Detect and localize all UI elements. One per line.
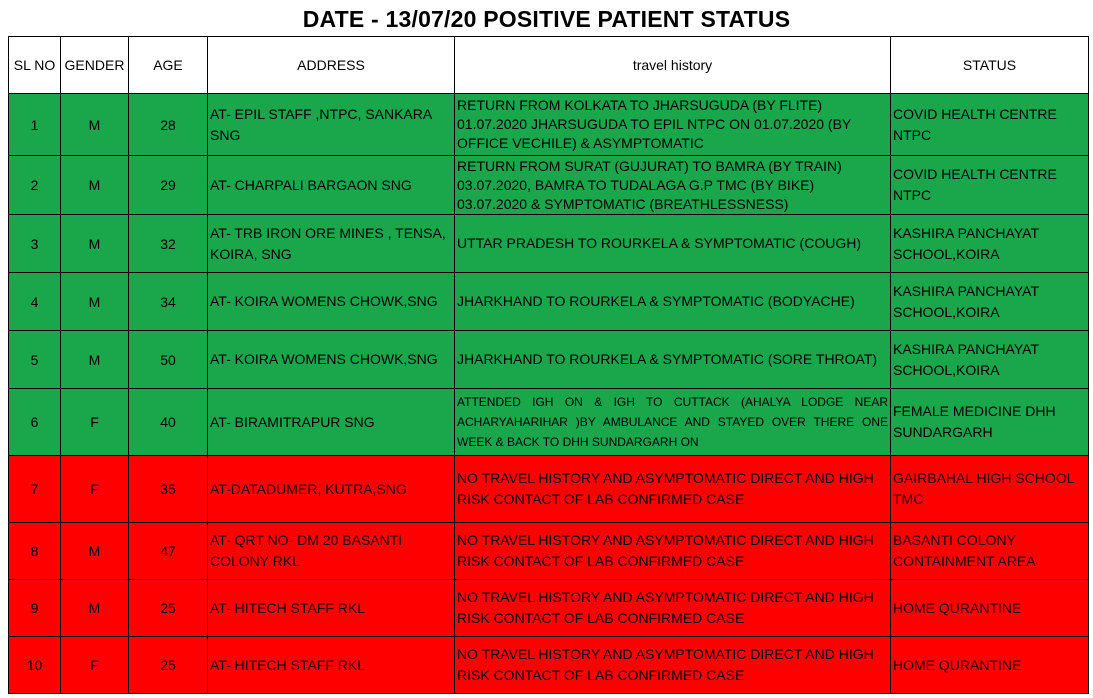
travel-history-cell: NO TRAVEL HISTORY AND ASYMPTOMATIC DIRECT AND HIGH RISK CONTACT OF LAB CONFIRMED CASE xyxy=(455,523,891,580)
age-cell: 29 xyxy=(129,156,208,215)
table-row xyxy=(9,215,1089,273)
table-row xyxy=(9,456,1089,523)
patient-status-table xyxy=(8,36,1089,694)
table-row xyxy=(9,273,1089,331)
gender-cell: M xyxy=(61,94,129,156)
table-row xyxy=(9,156,1089,215)
age-cell: 28 xyxy=(129,94,208,156)
address-cell: AT- QRT NO- DM 20 BASANTI COLONY RKL xyxy=(208,523,455,580)
travel-history-cell: JHARKHAND TO ROURKELA & SYMPTOMATIC (BODYACHE) xyxy=(455,273,891,331)
table-row xyxy=(9,331,1089,389)
col-header-gender: GENDER xyxy=(61,37,129,94)
age-cell: 34 xyxy=(129,273,208,331)
gender-cell: M xyxy=(61,156,129,215)
sl-no-cell: 8 xyxy=(9,523,61,580)
address-cell: AT- KOIRA WOMENS CHOWK,SNG xyxy=(208,273,455,331)
sl-no-cell: 4 xyxy=(9,273,61,331)
travel-history-cell: RETURN FROM KOLKATA TO JHARSUGUDA (BY FLITE) 01.07.2020 JHARSUGUDA TO EPIL NTPC ON 01.07.2020 (BY OFFICE VECHILE) & ASYMPTOMATIC xyxy=(455,94,891,156)
page-title: DATE - 13/07/20 POSITIVE PATIENT STATUS xyxy=(302,6,791,32)
age-cell: 35 xyxy=(129,456,208,523)
address-cell: AT-DATADUMER, KUTRA,SNG xyxy=(208,456,455,523)
sl-no-cell: 9 xyxy=(9,580,61,637)
travel-history-cell: JHARKHAND TO ROURKELA & SYMPTOMATIC (SORE THROAT) xyxy=(455,331,891,389)
status-cell: BASANTI COLONY CONTAINMENT AREA xyxy=(891,523,1089,580)
travel-history-cell: UTTAR PRADESH TO ROURKELA & SYMPTOMATIC (COUGH) xyxy=(455,215,891,273)
sl-no-cell: 5 xyxy=(9,331,61,389)
travel-history-cell: ATTENDED IGH ON & IGH TO CUTTACK (AHALYA LODGE NEAR ACHARYAHARIHAR )BY AMBULANCE AND STAYED OVER THERE ONE WEEK & BACK TO DHH SUNDARGARH ON xyxy=(455,389,891,456)
gender-cell: M xyxy=(61,215,129,273)
table-row xyxy=(9,637,1089,694)
table-row xyxy=(9,94,1089,156)
travel-history-cell: NO TRAVEL HISTORY AND ASYMPTOMATIC DIRECT AND HIGH RISK CONTACT OF LAB CONFIRMED CASE xyxy=(455,456,891,523)
address-cell: AT- EPIL STAFF ,NTPC, SANKARA SNG xyxy=(208,94,455,156)
sl-no-cell: 6 xyxy=(9,389,61,456)
sl-no-cell: 10 xyxy=(9,637,61,694)
col-header-sl-no: SL NO xyxy=(9,37,61,94)
status-cell: KASHIRA PANCHAYAT SCHOOL,KOIRA xyxy=(891,215,1089,273)
status-cell: FEMALE MEDICINE DHH SUNDARGARH xyxy=(891,389,1089,456)
address-cell: AT- TRB IRON ORE MINES , TENSA, KOIRA, SNG xyxy=(208,215,455,273)
col-header-status: STATUS xyxy=(891,37,1089,94)
status-cell: COVID HEALTH CENTRE NTPC xyxy=(891,156,1089,215)
col-header-address: ADDRESS xyxy=(208,37,455,94)
status-cell: HOME QURANTINE xyxy=(891,580,1089,637)
gender-cell: M xyxy=(61,580,129,637)
gender-cell: M xyxy=(61,273,129,331)
gender-cell: F xyxy=(61,389,129,456)
sl-no-cell: 3 xyxy=(9,215,61,273)
address-cell: AT- CHARPALI BARGAON SNG xyxy=(208,156,455,215)
address-cell: AT- HITECH STAFF RKL xyxy=(208,580,455,637)
header-row xyxy=(9,37,1089,94)
status-cell: COVID HEALTH CENTRE NTPC xyxy=(891,94,1089,156)
address-cell: AT- HITECH STAFF RKL xyxy=(208,637,455,694)
sl-no-cell: 1 xyxy=(9,94,61,156)
age-cell: 25 xyxy=(129,637,208,694)
status-cell: HOME QURANTINE xyxy=(891,637,1089,694)
travel-history-cell: RETURN FROM SURAT (GUJURAT) TO BAMRA (BY TRAIN) 03.07.2020, BAMRA TO TUDALAGA G.P TMC (BY BIKE) 03.07.2020 & SYMPTOMATIC (BREATHLESSNESS) xyxy=(455,156,891,215)
table-row xyxy=(9,523,1089,580)
gender-cell: F xyxy=(61,637,129,694)
col-header-age: AGE xyxy=(129,37,208,94)
table-row xyxy=(9,389,1089,456)
col-header-travel-history: travel history xyxy=(455,37,891,94)
status-cell: KASHIRA PANCHAYAT SCHOOL,KOIRA xyxy=(891,273,1089,331)
age-cell: 40 xyxy=(129,389,208,456)
age-cell: 47 xyxy=(129,523,208,580)
sl-no-cell: 2 xyxy=(9,156,61,215)
table-row xyxy=(9,580,1089,637)
sl-no-cell: 7 xyxy=(9,456,61,523)
gender-cell: M xyxy=(61,523,129,580)
travel-history-cell: NO TRAVEL HISTORY AND ASYMPTOMATIC DIRECT AND HIGH RISK CONTACT OF LAB CONFIRMED CASE xyxy=(455,637,891,694)
travel-history-cell: NO TRAVEL HISTORY AND ASYMPTOMATIC DIRECT AND HIGH RISK CONTACT OF LAB CONFIRMED CASE xyxy=(455,580,891,637)
age-cell: 25 xyxy=(129,580,208,637)
address-cell: AT- BIRAMITRAPUR SNG xyxy=(208,389,455,456)
gender-cell: M xyxy=(61,331,129,389)
address-cell: AT- KOIRA WOMENS CHOWK,SNG xyxy=(208,331,455,389)
status-cell: GAIRBAHAL HIGH SCHOOL TMC xyxy=(891,456,1089,523)
gender-cell: F xyxy=(61,456,129,523)
age-cell: 32 xyxy=(129,215,208,273)
status-cell: KASHIRA PANCHAYAT SCHOOL,KOIRA xyxy=(891,331,1089,389)
age-cell: 50 xyxy=(129,331,208,389)
